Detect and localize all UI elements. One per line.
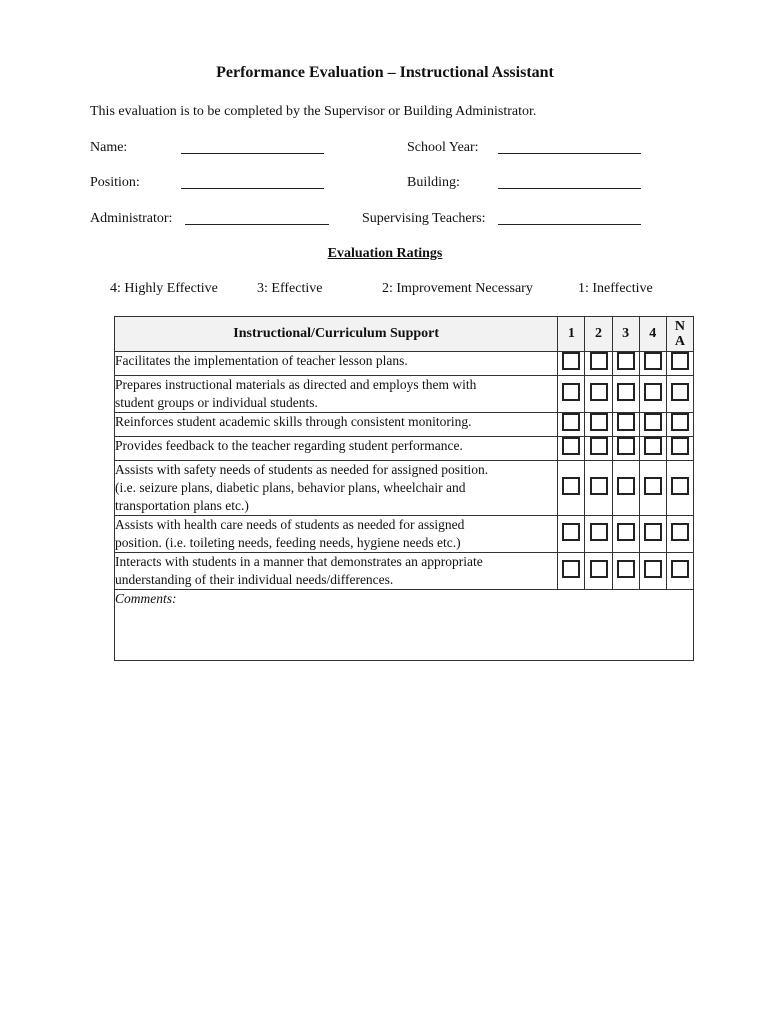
rating-1-checkbox[interactable] — [562, 437, 580, 455]
table-row — [115, 461, 694, 516]
checkbox-cell — [639, 437, 666, 461]
checkbox-cell — [639, 461, 666, 516]
rating-na-checkbox[interactable] — [671, 383, 689, 401]
criterion-text — [115, 461, 558, 516]
rating-1-checkbox[interactable] — [562, 383, 580, 401]
criterion-line: Assists with safety needs of students as needed for assigned position. — [115, 462, 489, 477]
na-letter-a: A — [674, 334, 685, 349]
rating-3-checkbox[interactable] — [617, 437, 635, 455]
building-label: Building: — [407, 175, 460, 190]
table-row — [115, 516, 694, 553]
rating-na-checkbox[interactable] — [671, 523, 689, 541]
criterion-line: student groups or individual students. — [115, 395, 318, 410]
rating-3-checkbox[interactable] — [617, 383, 635, 401]
rating-na-checkbox[interactable] — [671, 413, 689, 431]
rating-3-checkbox[interactable] — [617, 352, 635, 370]
intro-text: This evaluation is to be completed by the Supervisor or Building Administrator. — [90, 104, 537, 119]
comments-row — [115, 590, 694, 661]
col-header-3: 3 — [612, 317, 639, 352]
checkbox-cell — [666, 553, 693, 590]
rating-effective: 3: Effective — [257, 281, 323, 296]
checkbox-cell — [612, 413, 639, 437]
criterion-line: understanding of their individual needs/differences. — [115, 572, 394, 587]
supervising-teachers-label: Supervising Teachers: — [362, 211, 486, 226]
rating-1-checkbox[interactable] — [562, 477, 580, 495]
checkbox-cell — [612, 516, 639, 553]
rating-highly-effective: 4: Highly Effective — [110, 281, 218, 296]
checkbox-cell — [585, 352, 612, 376]
position-label: Position: — [90, 175, 140, 190]
checkbox-cell — [585, 437, 612, 461]
rating-4-checkbox[interactable] — [644, 560, 662, 578]
rating-1-checkbox[interactable] — [562, 523, 580, 541]
criterion-text — [115, 437, 558, 461]
criterion-line: Reinforces student academic skills through consistent monitoring. — [115, 414, 472, 429]
rating-2-checkbox[interactable] — [590, 413, 608, 431]
rating-3-checkbox[interactable] — [617, 477, 635, 495]
school-year-label: School Year: — [407, 140, 479, 155]
criterion-line: Assists with health care needs of students as needed for assigned — [115, 517, 465, 532]
ratings-title: Evaluation Ratings — [327, 246, 443, 261]
col-header-1: 1 — [558, 317, 585, 352]
rating-2-checkbox[interactable] — [590, 477, 608, 495]
checkbox-cell — [639, 376, 666, 413]
table-header-row — [115, 317, 694, 352]
rating-improvement-necessary: 2: Improvement Necessary — [382, 281, 533, 296]
rating-3-checkbox[interactable] — [617, 523, 635, 541]
checkbox-cell — [612, 553, 639, 590]
checkbox-cell — [666, 461, 693, 516]
na-letter-n: N — [674, 319, 685, 334]
rating-1-checkbox[interactable] — [562, 560, 580, 578]
criterion-line: Prepares instructional materials as directed and employs them with — [115, 377, 477, 392]
checkbox-cell — [666, 376, 693, 413]
criterion-line: position. (i.e. toileting needs, feeding needs, hygiene needs etc.) — [115, 535, 461, 550]
checkbox-cell — [612, 437, 639, 461]
checkbox-cell — [585, 376, 612, 413]
position-line[interactable] — [181, 187, 324, 189]
checkbox-cell — [558, 553, 585, 590]
checkbox-cell — [585, 516, 612, 553]
rating-4-checkbox[interactable] — [644, 413, 662, 431]
criteria-body — [115, 352, 694, 590]
rating-2-checkbox[interactable] — [590, 437, 608, 455]
checkbox-cell — [666, 352, 693, 376]
rating-3-checkbox[interactable] — [617, 413, 635, 431]
rating-2-checkbox[interactable] — [590, 383, 608, 401]
checkbox-cell — [585, 553, 612, 590]
checkbox-cell — [558, 437, 585, 461]
administrator-line[interactable] — [185, 223, 329, 225]
criterion-text — [115, 553, 558, 590]
rating-4-checkbox[interactable] — [644, 523, 662, 541]
checkbox-cell — [558, 376, 585, 413]
rating-na-checkbox[interactable] — [671, 437, 689, 455]
rating-3-checkbox[interactable] — [617, 560, 635, 578]
rating-na-checkbox[interactable] — [671, 352, 689, 370]
table-row — [115, 437, 694, 461]
table-row — [115, 413, 694, 437]
criterion-text — [115, 352, 558, 376]
checkbox-cell — [612, 461, 639, 516]
checkbox-cell — [558, 516, 585, 553]
rating-2-checkbox[interactable] — [590, 352, 608, 370]
checkbox-cell — [639, 516, 666, 553]
school-year-line[interactable] — [498, 152, 641, 154]
rating-na-checkbox[interactable] — [671, 560, 689, 578]
checkbox-cell — [666, 437, 693, 461]
building-line[interactable] — [498, 187, 641, 189]
checkbox-cell — [558, 413, 585, 437]
checkbox-cell — [558, 461, 585, 516]
checkbox-cell — [612, 376, 639, 413]
checkbox-cell — [612, 352, 639, 376]
rating-na-checkbox[interactable] — [671, 477, 689, 495]
criterion-line: Facilitates the implementation of teacher lesson plans. — [115, 353, 408, 368]
checkbox-cell — [666, 413, 693, 437]
name-label: Name: — [90, 140, 128, 155]
rating-1-checkbox[interactable] — [562, 413, 580, 431]
criterion-text — [115, 376, 558, 413]
criterion-line: (i.e. seizure plans, diabetic plans, behavior plans, wheelchair and — [115, 480, 466, 495]
criterion-text — [115, 516, 558, 553]
checkbox-cell — [666, 516, 693, 553]
section-header: Instructional/Curriculum Support — [115, 317, 558, 352]
name-line[interactable] — [181, 152, 324, 154]
supervising-teachers-line[interactable] — [498, 223, 641, 225]
checkbox-cell — [639, 553, 666, 590]
checkbox-cell — [639, 352, 666, 376]
criterion-line: Interacts with students in a manner that demonstrates an appropriate — [115, 554, 483, 569]
page-title: Performance Evaluation – Instructional Assistant — [216, 64, 554, 81]
col-header-na — [666, 317, 693, 352]
rating-1-checkbox[interactable] — [562, 352, 580, 370]
checkbox-cell — [558, 352, 585, 376]
evaluation-table — [114, 316, 694, 661]
criterion-line: Provides feedback to the teacher regarding student performance. — [115, 438, 463, 453]
administrator-label: Administrator: — [90, 211, 173, 226]
table-row — [115, 352, 694, 376]
rating-2-checkbox[interactable] — [590, 560, 608, 578]
table-row — [115, 553, 694, 590]
comments-cell[interactable] — [115, 590, 694, 661]
rating-4-checkbox[interactable] — [644, 383, 662, 401]
col-header-2: 2 — [585, 317, 612, 352]
checkbox-cell — [639, 413, 666, 437]
comments-label: Comments: — [115, 591, 177, 606]
criterion-text — [115, 413, 558, 437]
rating-4-checkbox[interactable] — [644, 352, 662, 370]
criterion-line: transportation plans etc.) — [115, 498, 249, 513]
table-row — [115, 376, 694, 413]
checkbox-cell — [585, 461, 612, 516]
rating-4-checkbox[interactable] — [644, 437, 662, 455]
rating-ineffective: 1: Ineffective — [578, 281, 653, 296]
rating-4-checkbox[interactable] — [644, 477, 662, 495]
col-header-4: 4 — [639, 317, 666, 352]
rating-2-checkbox[interactable] — [590, 523, 608, 541]
checkbox-cell — [585, 413, 612, 437]
